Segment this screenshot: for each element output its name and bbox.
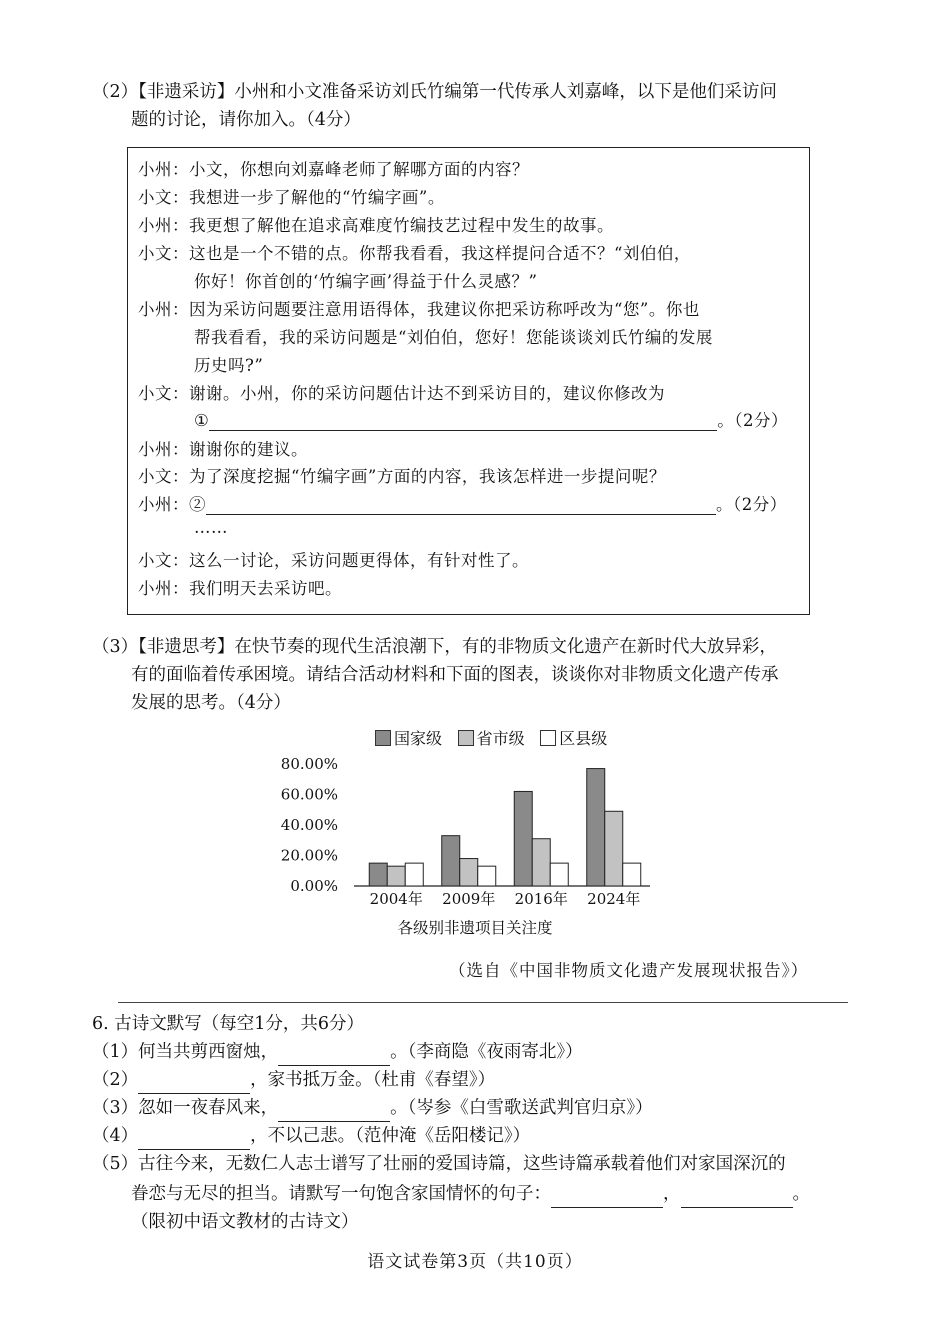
dialog-line: 小州：因为采访问题要注意用语得体，我建议你把采访称呼改为“您”。你也 bbox=[138, 300, 700, 319]
bar-county bbox=[478, 866, 496, 886]
x-tick-label: 2024年 bbox=[587, 890, 641, 908]
dialog-line: 历史吗?” bbox=[194, 356, 264, 375]
bar-national bbox=[442, 836, 460, 886]
q2-line1: （2）【非遗采访】小州和小文准备采访刘氏竹编第一代传承人刘嘉峰，以下是他们采访问 bbox=[92, 82, 777, 102]
fill-blank[interactable] bbox=[681, 1189, 793, 1208]
legend-label: 省市级 bbox=[476, 729, 525, 748]
q6-item-text: ，不以己悲。（范仲淹《岳阳楼记》） bbox=[250, 1126, 531, 1146]
q6-item-5-line3: （限初中语文教材的古诗文） bbox=[131, 1212, 359, 1232]
q6-item-1 bbox=[92, 1038, 583, 1066]
q6-item-text: 。（岑参《白雪歌送武判官归京》） bbox=[390, 1098, 653, 1118]
q6-item-text: （2） bbox=[92, 1070, 139, 1090]
answer-mark-1: ① bbox=[194, 411, 210, 430]
bar-county bbox=[623, 863, 641, 886]
answer-line-2 bbox=[138, 491, 787, 515]
fill-blank[interactable] bbox=[138, 1075, 250, 1094]
q6-item-text: ，家书抵万金。（杜甫《春望》） bbox=[250, 1070, 496, 1090]
q6-item-text: 。 bbox=[792, 1184, 810, 1204]
q6-item-text: （1）何当共剪西窗烛， bbox=[92, 1042, 279, 1062]
dialog-line: 小文：这也是一个不错的点。你帮我看看，我这样提问合适不？“刘伯伯， bbox=[138, 244, 691, 263]
bar-national bbox=[514, 791, 532, 886]
chart-svg bbox=[270, 722, 670, 952]
legend-label: 国家级 bbox=[394, 729, 443, 748]
section-divider bbox=[118, 1002, 848, 1003]
q6-item-text: ， bbox=[663, 1184, 681, 1204]
q6-item-5-line1: （5）古往今来，无数仁人志士谱写了壮丽的爱国诗篇，这些诗篇承载着他们对家国深沉的 bbox=[92, 1154, 786, 1174]
x-tick-label: 2016年 bbox=[514, 890, 568, 908]
q6-item-3 bbox=[92, 1094, 653, 1122]
answer-prefix-2: 小州：② bbox=[138, 495, 206, 514]
dialog-line: 小文：为了深度挖掘“竹编字画”方面的内容，我该怎样进一步提问呢？ bbox=[138, 467, 666, 486]
q6-item-text: （3）忽如一夜春风来， bbox=[92, 1098, 279, 1118]
bar-national bbox=[369, 863, 387, 886]
answer-blank-1[interactable] bbox=[209, 412, 717, 431]
fill-blank[interactable] bbox=[278, 1047, 390, 1066]
chart-title: 各级别非遗项目关注度 bbox=[397, 919, 553, 937]
q2-line2: 题的讨论，请你加入。（4分） bbox=[131, 110, 361, 130]
bar-provincial bbox=[387, 866, 405, 886]
chart-source: （选自《中国非物质文化遗产发展现状报告》） bbox=[449, 961, 809, 980]
answer-blank-2[interactable] bbox=[206, 496, 716, 515]
dialog-line: 小州：我更想了解他在追求高难度竹编技艺过程中发生的故事。 bbox=[138, 216, 614, 235]
fill-blank[interactable] bbox=[138, 1131, 250, 1150]
y-tick-label: 0.00% bbox=[290, 877, 338, 895]
bar-national bbox=[587, 769, 605, 886]
x-tick-label: 2009年 bbox=[442, 890, 496, 908]
dialog-line: 小州：我们明天去采访吧。 bbox=[138, 579, 342, 598]
q6-title: 6. 古诗文默写（每空1分，共6分） bbox=[92, 1014, 365, 1034]
answer-line-1 bbox=[194, 407, 788, 431]
dialog-line: 你好！你首创的‘竹编字画’得益于什么灵感？” bbox=[194, 272, 538, 291]
legend-label: 区县级 bbox=[559, 729, 608, 748]
bar-provincial bbox=[532, 839, 550, 886]
dialog-line: 小文：谢谢。小州，你的采访问题估计达不到采访目的，建议你修改为 bbox=[138, 384, 665, 403]
q6-item-4 bbox=[92, 1122, 530, 1150]
score-note: 。（2分） bbox=[716, 495, 787, 514]
ellipsis: …… bbox=[194, 518, 228, 537]
fill-blank[interactable] bbox=[551, 1189, 663, 1208]
y-tick-label: 40.00% bbox=[280, 816, 338, 834]
bar-county bbox=[550, 863, 568, 886]
q6-item-text: 眷恋与无尽的担当。请默写一句饱含家国情怀的句子： bbox=[131, 1184, 551, 1204]
q6-item-text: （4） bbox=[92, 1126, 139, 1146]
q3-line2: 有的面临着传承困境。请结合活动材料和下面的图表，谈谈你对非物质文化遗产传承 bbox=[131, 665, 779, 685]
chart bbox=[270, 722, 670, 952]
fill-blank[interactable] bbox=[278, 1103, 390, 1122]
dialog-line: 小州：小文，你想向刘嘉峰老师了解哪方面的内容？ bbox=[138, 160, 529, 179]
dialog-line: 帮我看看，我的采访问题是“刘伯伯，您好！您能谈谈刘氏竹编的发展 bbox=[194, 328, 713, 347]
q3-line1: （3）【非遗思考】在快节奏的现代生活浪潮下，有的非物质文化遗产在新时代大放异彩， bbox=[92, 637, 777, 657]
q6-item-5-line2 bbox=[131, 1180, 810, 1208]
y-tick-label: 60.00% bbox=[280, 785, 338, 804]
page-footer: 语文试卷第3页（共10页） bbox=[367, 1252, 583, 1272]
dialog-line: 小文：我想进一步了解他的“竹编字画”。 bbox=[138, 188, 445, 207]
x-tick-label: 2004年 bbox=[369, 890, 423, 908]
dialog-line: 小文：这么一讨论，采访问题更得体，有针对性了。 bbox=[138, 551, 529, 570]
score-note: 。（2分） bbox=[717, 411, 789, 430]
dialog-line: 小州：谢谢你的建议。 bbox=[138, 440, 308, 459]
q6-item-text: 。（李商隐《夜雨寄北》） bbox=[390, 1042, 583, 1062]
q3-line3: 发展的思考。（4分） bbox=[131, 693, 291, 713]
bar-provincial bbox=[460, 859, 478, 886]
q6-item-2 bbox=[92, 1066, 495, 1094]
bar-provincial bbox=[605, 811, 623, 886]
bar-county bbox=[405, 863, 423, 886]
y-tick-label: 20.00% bbox=[280, 846, 338, 865]
y-tick-label: 80.00% bbox=[280, 755, 338, 773]
